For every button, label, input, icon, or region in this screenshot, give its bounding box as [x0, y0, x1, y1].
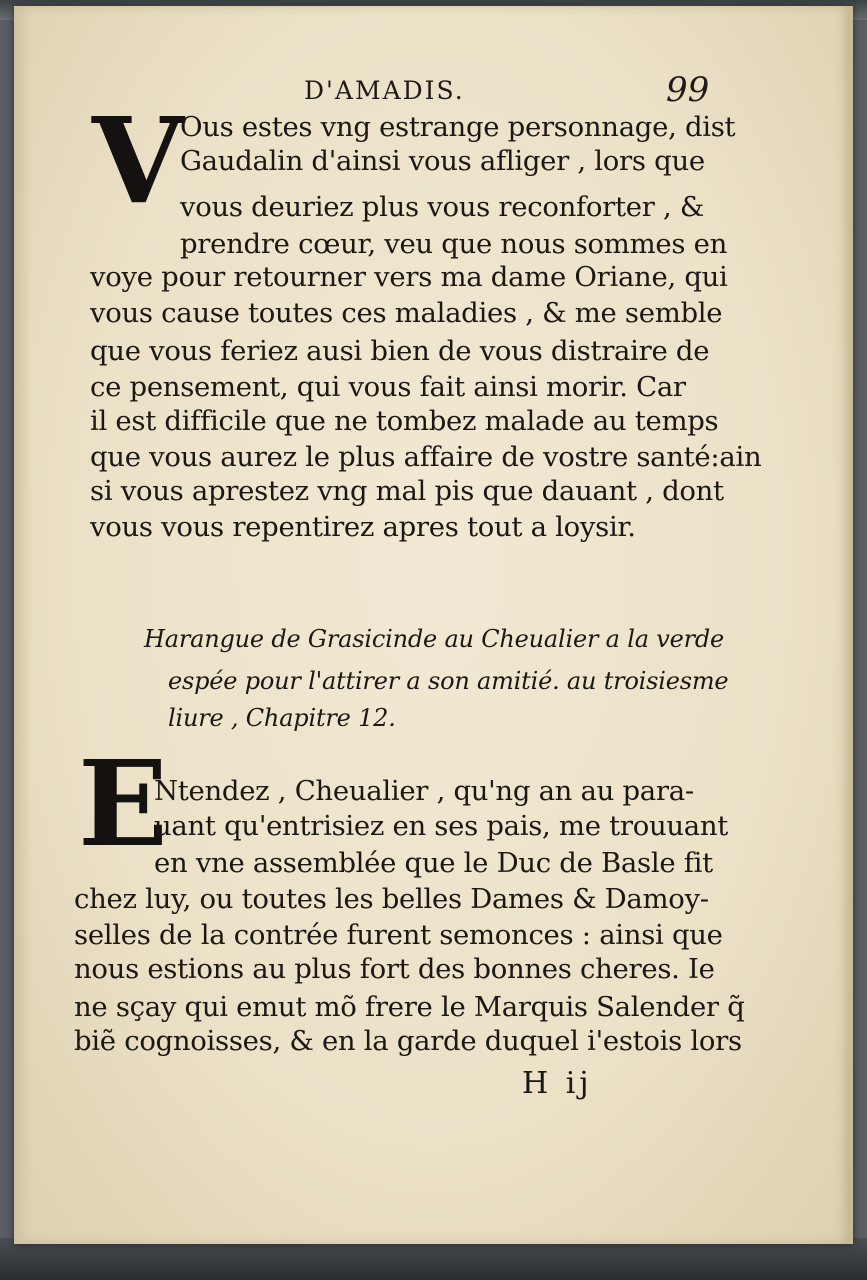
text-line: voye pour retourner vers ma dame Oriane, qui — [90, 261, 728, 293]
heading-line: Harangue de Grasicinde au Cheualier a la verde — [144, 625, 725, 653]
text-line: prendre cœur, veu que nous sommes en — [180, 228, 727, 260]
drop-cap-v: V — [92, 91, 184, 230]
heading-line: liure , Chapitre 12. — [168, 704, 396, 732]
signature-mark: H ij — [522, 1066, 593, 1101]
text-line: que vous aurez le plus affaire de vostre santé:ain — [90, 441, 762, 473]
text-line: vous cause toutes ces maladies , & me semble — [90, 297, 723, 329]
text-line: en vne assemblée que le Duc de Basle fit — [154, 847, 713, 879]
text-line: ce pensement, qui vous fait ainsi morir. Car — [90, 371, 686, 403]
text-line: nous estions au plus fort des bonnes cheres. Ie — [74, 953, 715, 985]
text-line: que vous feriez ausi bien de vous distraire de — [90, 335, 710, 367]
text-line: Ntendez , Cheualier , qu'ng an au para- — [154, 775, 694, 807]
text-line: biẽ cognoisses, & en la garde duquel i'estois lors — [74, 1025, 742, 1057]
heading-line: espée pour l'attirer a son amitié. au troisiesme — [168, 667, 729, 695]
page-gutter-shadow — [14, 6, 32, 1244]
drop-cap-e: E — [78, 734, 168, 873]
running-head: D'AMADIS. — [304, 76, 465, 105]
text-line: uant qu'entrisiez en ses pais, me trouuant — [154, 810, 729, 842]
text-line: vous vous repentirez apres tout a loysir. — [90, 511, 636, 543]
page-number: 99 — [666, 70, 710, 110]
book-page — [14, 6, 853, 1244]
text-line: si vous aprestez vng mal pis que dauant , dont — [90, 475, 724, 507]
text-line: Ous estes vng estrange personnage, dist — [180, 111, 736, 143]
scanner-background-bottom — [0, 1238, 867, 1280]
text-line: chez luy, ou toutes les belles Dames & Damoy- — [74, 883, 709, 915]
text-line: selles de la contrée furent semonces : ainsi que — [74, 919, 723, 951]
text-line: il est difficile que ne tombez malade au temps — [90, 405, 719, 437]
text-line: Gaudalin d'ainsi vous afliger , lors que — [180, 145, 705, 177]
text-line: vous deuriez plus vous reconforter , & — [180, 191, 705, 223]
text-line: ne sçay qui emut mõ frere le Marquis Salender q̃ — [74, 991, 745, 1023]
